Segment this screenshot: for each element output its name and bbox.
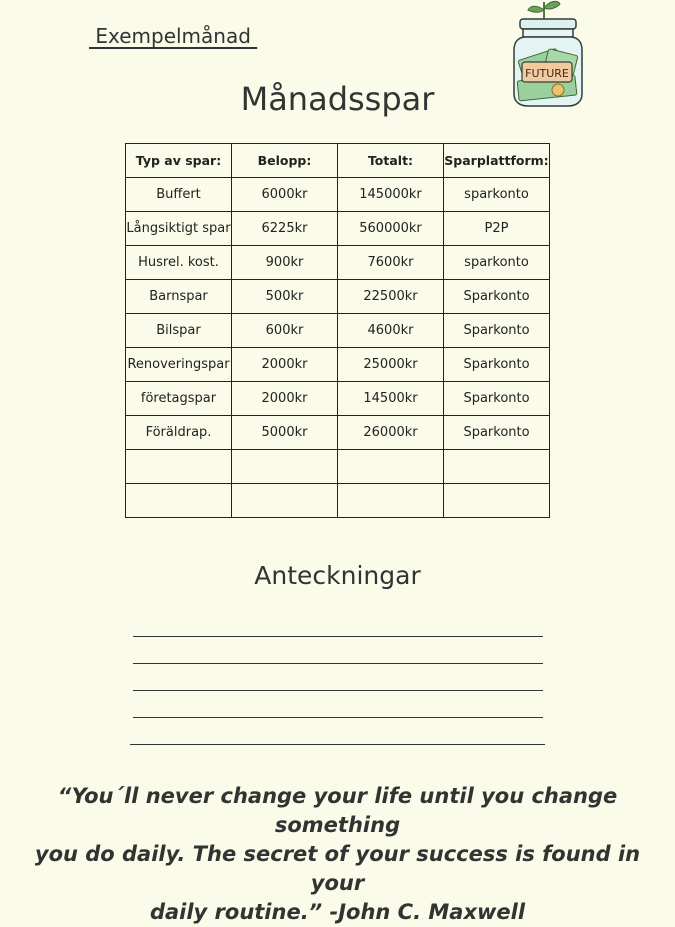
table-cell: 14500kr (338, 382, 444, 416)
table-cell: Föräldrap. (126, 416, 232, 450)
table-row (126, 212, 550, 246)
table-cell: Sparkonto (444, 348, 550, 382)
note-line[interactable] (130, 744, 545, 745)
table-cell[interactable] (126, 484, 232, 518)
jar-label: FUTURE (525, 67, 569, 80)
table-row (126, 246, 550, 280)
quote-line: “You´ll never change your life until you change something (57, 784, 618, 837)
table-cell[interactable] (444, 484, 550, 518)
quote-line: you do daily. The secret of your success is found in your (34, 842, 641, 895)
table-cell: 22500kr (338, 280, 444, 314)
table-cell: Sparkonto (444, 314, 550, 348)
table-cell[interactable] (444, 450, 550, 484)
table-cell[interactable] (232, 484, 338, 518)
table-cell: 500kr (232, 280, 338, 314)
table-row-empty (126, 450, 550, 484)
table-row (126, 382, 550, 416)
table-row (126, 178, 550, 212)
table-cell: Bilspar (126, 314, 232, 348)
table-cell: Långsiktigt spar (126, 212, 232, 246)
table-cell: 25000kr (338, 348, 444, 382)
table-row (126, 314, 550, 348)
note-line[interactable] (133, 690, 543, 691)
table-cell: P2P (444, 212, 550, 246)
table-cell: 6000kr (232, 178, 338, 212)
note-line[interactable] (133, 717, 543, 718)
table-cell: sparkonto (444, 178, 550, 212)
table-cell: Barnspar (126, 280, 232, 314)
table-cell: 5000kr (232, 416, 338, 450)
note-line[interactable] (133, 663, 543, 664)
table-cell: 600kr (232, 314, 338, 348)
month-label: Exempelmånad (89, 24, 258, 48)
table-cell: Buffert (126, 178, 232, 212)
note-line[interactable] (133, 636, 543, 637)
quote-line: daily routine.” -John C. Maxwell (149, 900, 526, 924)
table-cell[interactable] (338, 484, 444, 518)
table-cell: 6225kr (232, 212, 338, 246)
table-cell: 26000kr (338, 416, 444, 450)
table-cell[interactable] (232, 450, 338, 484)
table-cell: 2000kr (232, 382, 338, 416)
table-cell: 560000kr (338, 212, 444, 246)
table-cell: Renoveringspar (126, 348, 232, 382)
table-cell: Sparkonto (444, 382, 550, 416)
header-cell: Sparplattform: (444, 144, 550, 178)
header-cell: Belopp: (232, 144, 338, 178)
savings-table (125, 143, 550, 518)
table-row-empty (126, 484, 550, 518)
header-cell: Totalt: (338, 144, 444, 178)
header-cell: Typ av spar: (126, 144, 232, 178)
table-header-row (126, 144, 550, 178)
table-row (126, 280, 550, 314)
notes-title: Anteckningar (254, 561, 421, 590)
table-cell: 145000kr (338, 178, 444, 212)
table-cell: Husrel. kost. (126, 246, 232, 280)
table-row (126, 348, 550, 382)
table-cell[interactable] (338, 450, 444, 484)
table-cell: 4600kr (338, 314, 444, 348)
table-cell: 2000kr (232, 348, 338, 382)
page-title: Månadsspar (240, 80, 435, 118)
table-row (126, 416, 550, 450)
table-cell[interactable] (126, 450, 232, 484)
table-cell: sparkonto (444, 246, 550, 280)
table-cell: företagspar (126, 382, 232, 416)
table-cell: 900kr (232, 246, 338, 280)
table-cell: 7600kr (338, 246, 444, 280)
table-cell: Sparkonto (444, 280, 550, 314)
quote (30, 782, 645, 927)
table-cell: Sparkonto (444, 416, 550, 450)
